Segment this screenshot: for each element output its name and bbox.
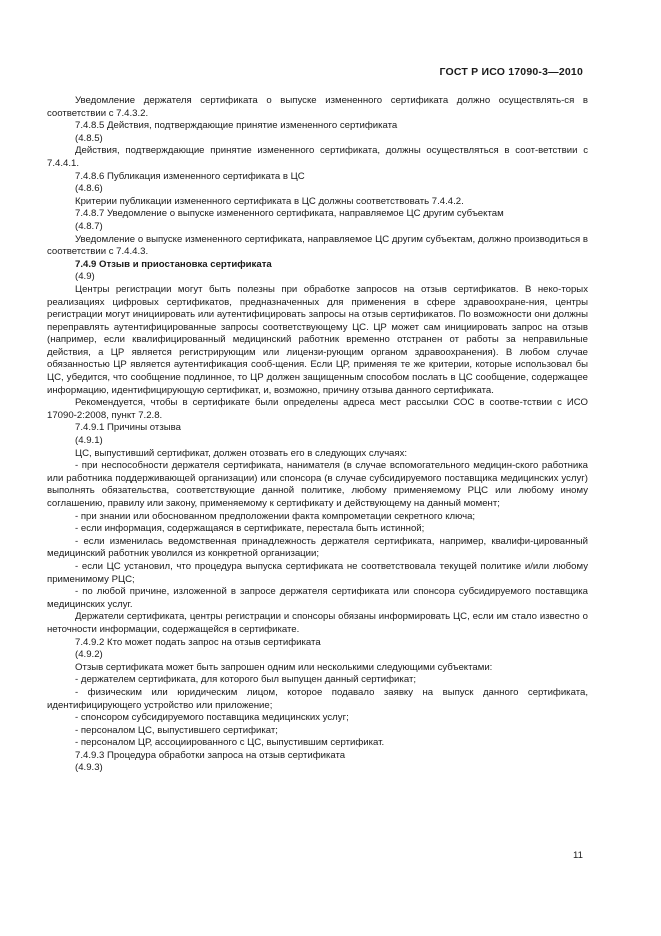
paragraph: ЦС, выпустивший сертификат, должен отозвать его в следующих случаях:: [75, 447, 408, 459]
paragraph: Критерии публикации измененного сертификата в ЦС должны соответствовать 7.4.4.2.: [75, 195, 464, 207]
list-item: - если изменилась ведомственная принадлежность держателя сертификата, например, квалифи-цированный медицинский работник уволился из конкретной организации;: [47, 535, 588, 560]
list-item: - при знании или обоснованном предположении факта компрометации секретного ключа;: [75, 510, 476, 522]
list-item: - физическим или юридическим лицом, которое подавало заявку на выпуск данного сертификата, идентифицирующего устройство или приложение;: [47, 686, 588, 711]
paragraph: 7.4.8.7 Уведомление о выпуске измененного сертификата, направляемое ЦС другим субъектам: [75, 208, 504, 220]
page-number: 11: [573, 850, 583, 861]
paragraph: 7.4.9 Отзыв и приостановка сертификата: [75, 258, 272, 270]
list-item: - при неспособности держателя сертификата, нанимателя (в случае вспомогательного медицин-ского работника или работника поддерживающей организации) или спонсора (в случае субсидируемого поставщика медицинских услуг) выполнять обязательства, соответствующие данной политике, любому применяемому РЦС или любому иному соглашению, правилу или закону, применяемому к сертификату и действующему на данный момент;: [47, 460, 588, 509]
paragraph: (4.8.7): [75, 220, 103, 232]
paragraph: 7.4.9.1 Причины отзыва: [75, 422, 181, 434]
list-item: - по любой причине, изложенной в запросе держателя сертификата или спонсора субсидируемого поставщика медицинских услуг.: [47, 586, 588, 610]
list-item: - спонсором субсидируемого поставщика медицинских услуг;: [75, 712, 349, 724]
list-item: - персоналом ЦС, выпустившего сертификат;: [75, 724, 278, 736]
list-item: - если информация, содержащаяся в сертификате, перестала быть истинной;: [75, 523, 425, 535]
paragraph: (4.9.1): [75, 435, 103, 447]
paragraph: 7.4.8.5 Действия, подтверждающие принятие измененного сертификата: [75, 120, 398, 132]
paragraph: Уведомление о выпуске измененного сертификата, направляемое ЦС другим субъектам, должно производиться в соответствии с 7.4.4.3.: [47, 233, 588, 258]
paragraph: Действия, подтверждающие принятие измененного сертификата, должны осуществляться в соот-ветствии с 7.4.4.1.: [47, 145, 588, 169]
list-item: - персоналом ЦР, ассоциированного с ЦС, выпустившим сертификат.: [75, 737, 385, 749]
paragraph: 7.4.9.3 Процедура обработки запроса на отзыв сертификата: [75, 749, 346, 761]
paragraph: (4.9.3): [75, 762, 103, 774]
paragraph: Центры регистрации могут быть полезны при обработке запросов на отзыв сертификатов. В неко-торых реализациях цифровых сертификатов, предназначенных для применения в сфере здравоохране-ния, центры регистрации могут инициировать или аутентифицировать запросы на отзыв сертификатов. По возможности они должны переправлять аутентифицированные запросы соответствующему ЦС. ЦР может сам инициировать запрос на отзыв (например, если квалифицированный медицинский работник временно отстранен от работы за неправильные действия, а ЦР является регистрирующим или лицензи-рующим органом здравоохранения). В любом случае обязанностью ЦР является аутентификация сооб-щения. Если ЦР, применяя те же критерии, которые использовал бы ЦС, убедится, что сообщение подлинное, то ЦР должен защищенным способом послать в ЦС сообщение, содержащее информацию, идентифицирующую сертификат, и, возможно, причину отзыва данного сертификата.: [47, 283, 588, 396]
paragraph: (4.8.5): [75, 132, 103, 144]
document-code-header: ГОСТ Р ИСО 17090-3—2010: [439, 66, 583, 78]
paragraph: Рекомендуется, чтобы в сертификате были определены адреса мест рассылки СОС в соотве-тствии с ИСО 17090-2:2008, пункт 7.2.8.: [47, 397, 588, 421]
paragraph: (4.8.6): [75, 183, 103, 195]
list-item: - держателем сертификата, для которого был выпущен данный сертификат;: [75, 674, 417, 686]
paragraph: 7.4.8.6 Публикация измененного сертификата в ЦС: [75, 170, 305, 182]
list-item: - если ЦС установил, что процедура выпуска сертификата не соответствовала текущей политике и/или любому применимому РЦС;: [47, 560, 588, 585]
paragraph: Держатели сертификата, центры регистрации и спонсоры обязаны информировать ЦС, если им стало известно о неточности информации, содержащейся в сертификате.: [47, 611, 588, 635]
paragraph: 7.4.9.2 Кто может подать запрос на отзыв сертификата: [75, 636, 321, 648]
document-body: [47, 95, 588, 775]
paragraph: (4.9.2): [75, 649, 103, 661]
paragraph: Уведомление держателя сертификата о выпуске измененного сертификата должно осуществлять-ся в соответствии с 7.4.3.2.: [47, 95, 588, 119]
paragraph: Отзыв сертификата может быть запрошен одним или несколькими следующими субъектами:: [75, 661, 493, 673]
paragraph: (4.9): [75, 271, 95, 283]
